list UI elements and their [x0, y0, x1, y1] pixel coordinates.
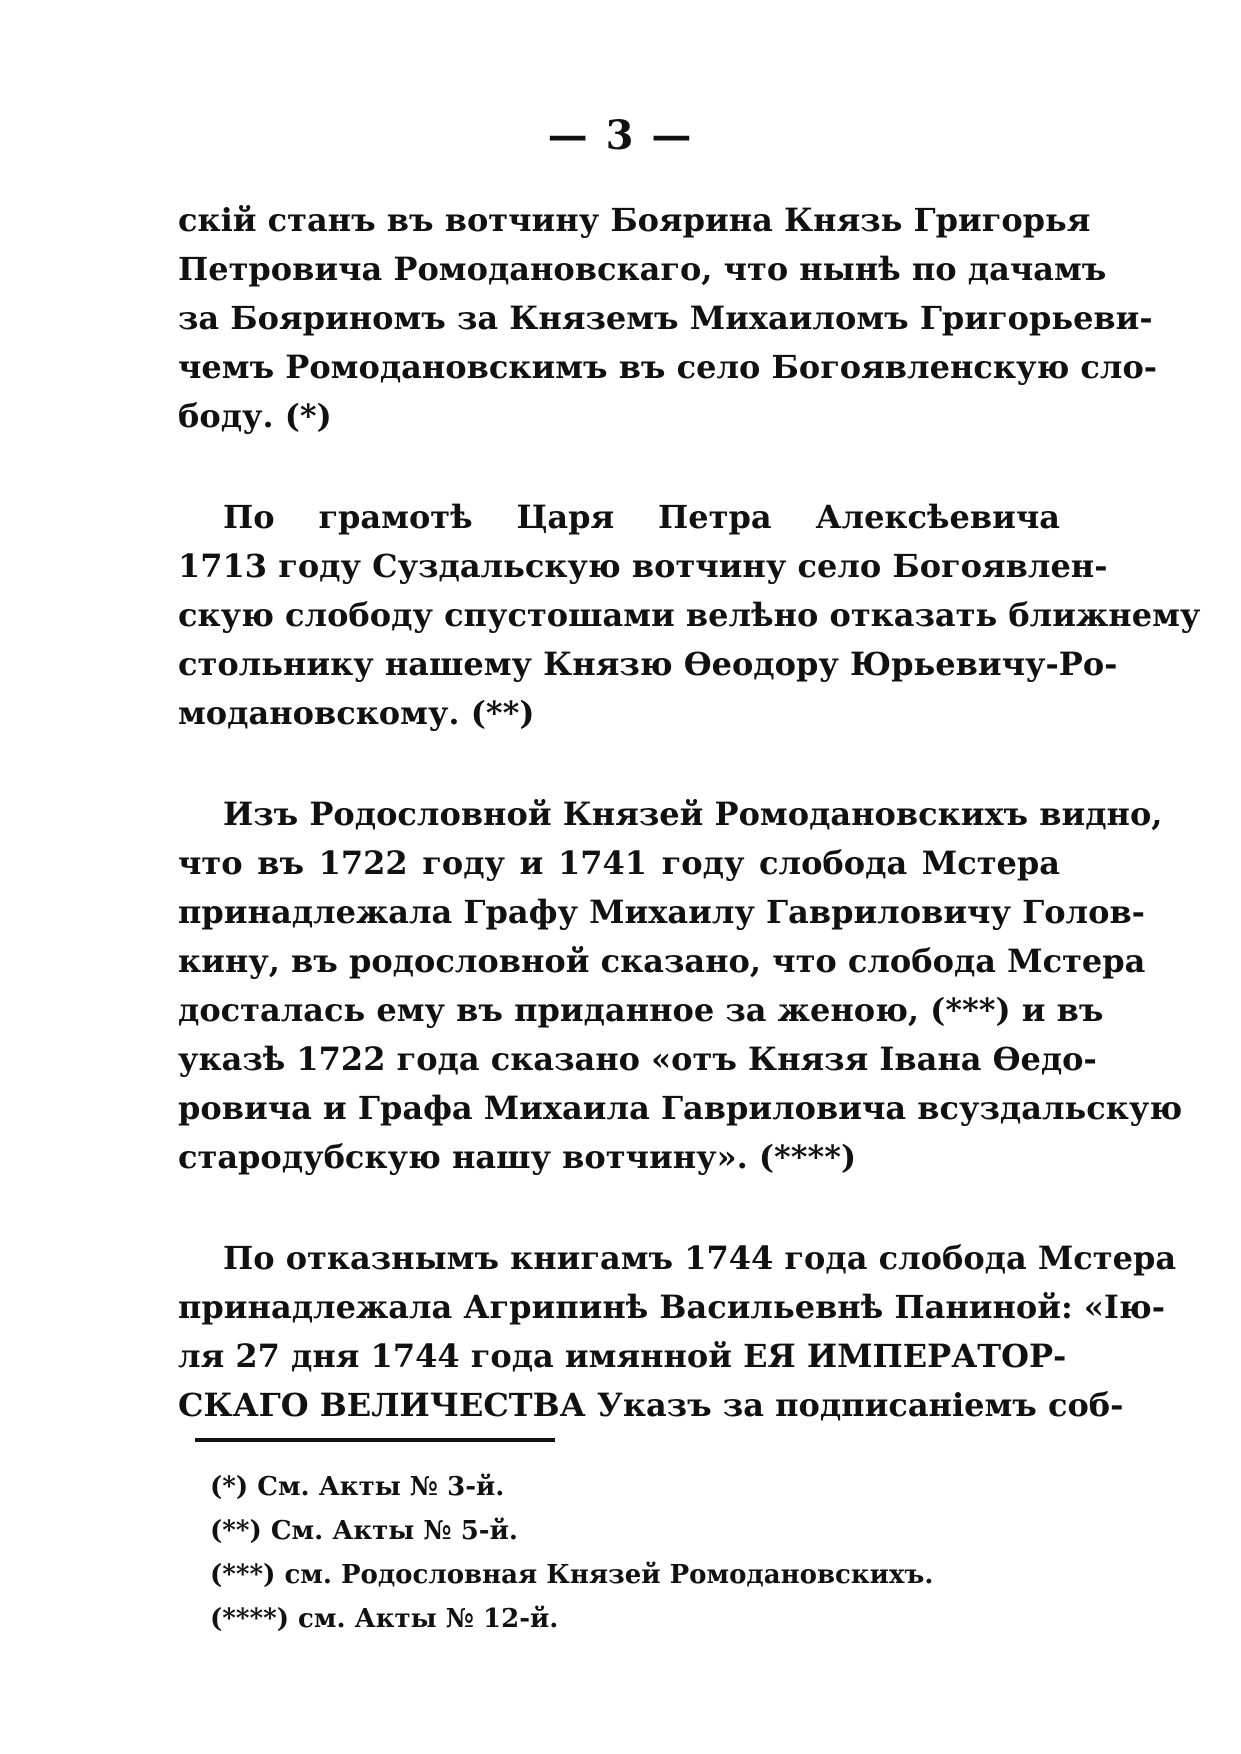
footnote: (***) см. Родословная Князей Ромодановскихъ. — [210, 1560, 934, 1590]
page-number: — 3 — — [547, 112, 694, 159]
text-line: что въ 1722 году и 1741 году слобода Мстера — [178, 844, 1060, 882]
paragraph-2 — [178, 493, 1201, 738]
text-line: скую слободу спустошами велѣно отказать ближнему — [178, 596, 1201, 634]
text-line: По отказнымъ книгамъ 1744 года слобода Мстера — [223, 1239, 1177, 1277]
text-line: ля 27 дня 1744 года имянной ЕЯ ИМПЕРАТОР- — [178, 1337, 1067, 1375]
footnote: (*) См. Акты № 3-й. — [210, 1472, 505, 1502]
text-line: кину, въ родословной сказано, что слобода Мстера — [178, 942, 1146, 980]
text-line: боду. (*) — [178, 397, 332, 435]
text-line: скій станъ въ вотчину Боярина Князь Григорья — [178, 201, 1091, 239]
text-line: СКАГО ВЕЛИЧЕСТВА Указъ за подписаніемъ соб- — [178, 1386, 1124, 1424]
text-line: Изъ Родословной Князей Ромодановскихъ видно, — [223, 795, 1163, 833]
text-line: чемъ Ромодановскимъ въ село Богоявленскую сло- — [178, 348, 1158, 386]
paragraph-1 — [178, 196, 1158, 441]
text-line: указѣ 1722 года сказано «отъ Князя Івана Ѳедо- — [178, 1040, 1097, 1078]
text-line: стольнику нашему Князю Ѳеодору Юрьевичу-Ро- — [178, 645, 1118, 683]
body-text — [178, 196, 1201, 1430]
text-line: ровича и Графа Михаила Гавриловича всуздальскую — [178, 1089, 1183, 1127]
footnote: (****) см. Акты № 12-й. — [210, 1604, 559, 1634]
text-line: за Бояриномъ за Княземъ Михаиломъ Григорьеви- — [178, 299, 1153, 337]
paragraph-3 — [178, 790, 1183, 1182]
text-line: принадлежала Агрипинѣ Васильевнѣ Паниной: «Ію- — [178, 1288, 1165, 1326]
text-line: Петровича Ромодановскаго, что нынѣ по дачамъ — [178, 250, 1107, 288]
text-line: досталась ему въ приданное за женою, (***) и въ — [178, 991, 1104, 1029]
text-line: стародубскую нашу вотчину». (****) — [178, 1138, 857, 1176]
paragraph-4 — [178, 1234, 1177, 1430]
text-line: принадлежала Графу Михаилу Гавриловичу Голов- — [178, 893, 1145, 931]
text-line: 1713 году Суздальскую вотчину село Богоявлен- — [178, 547, 1108, 585]
footnote: (**) См. Акты № 5-й. — [210, 1516, 518, 1546]
footnote-divider — [195, 1438, 555, 1442]
footnotes — [210, 1465, 1010, 1641]
text-line: модановскому. (**) — [178, 694, 535, 732]
text-line: По грамотѣ Царя Петра Алексѣевича — [223, 498, 1060, 536]
